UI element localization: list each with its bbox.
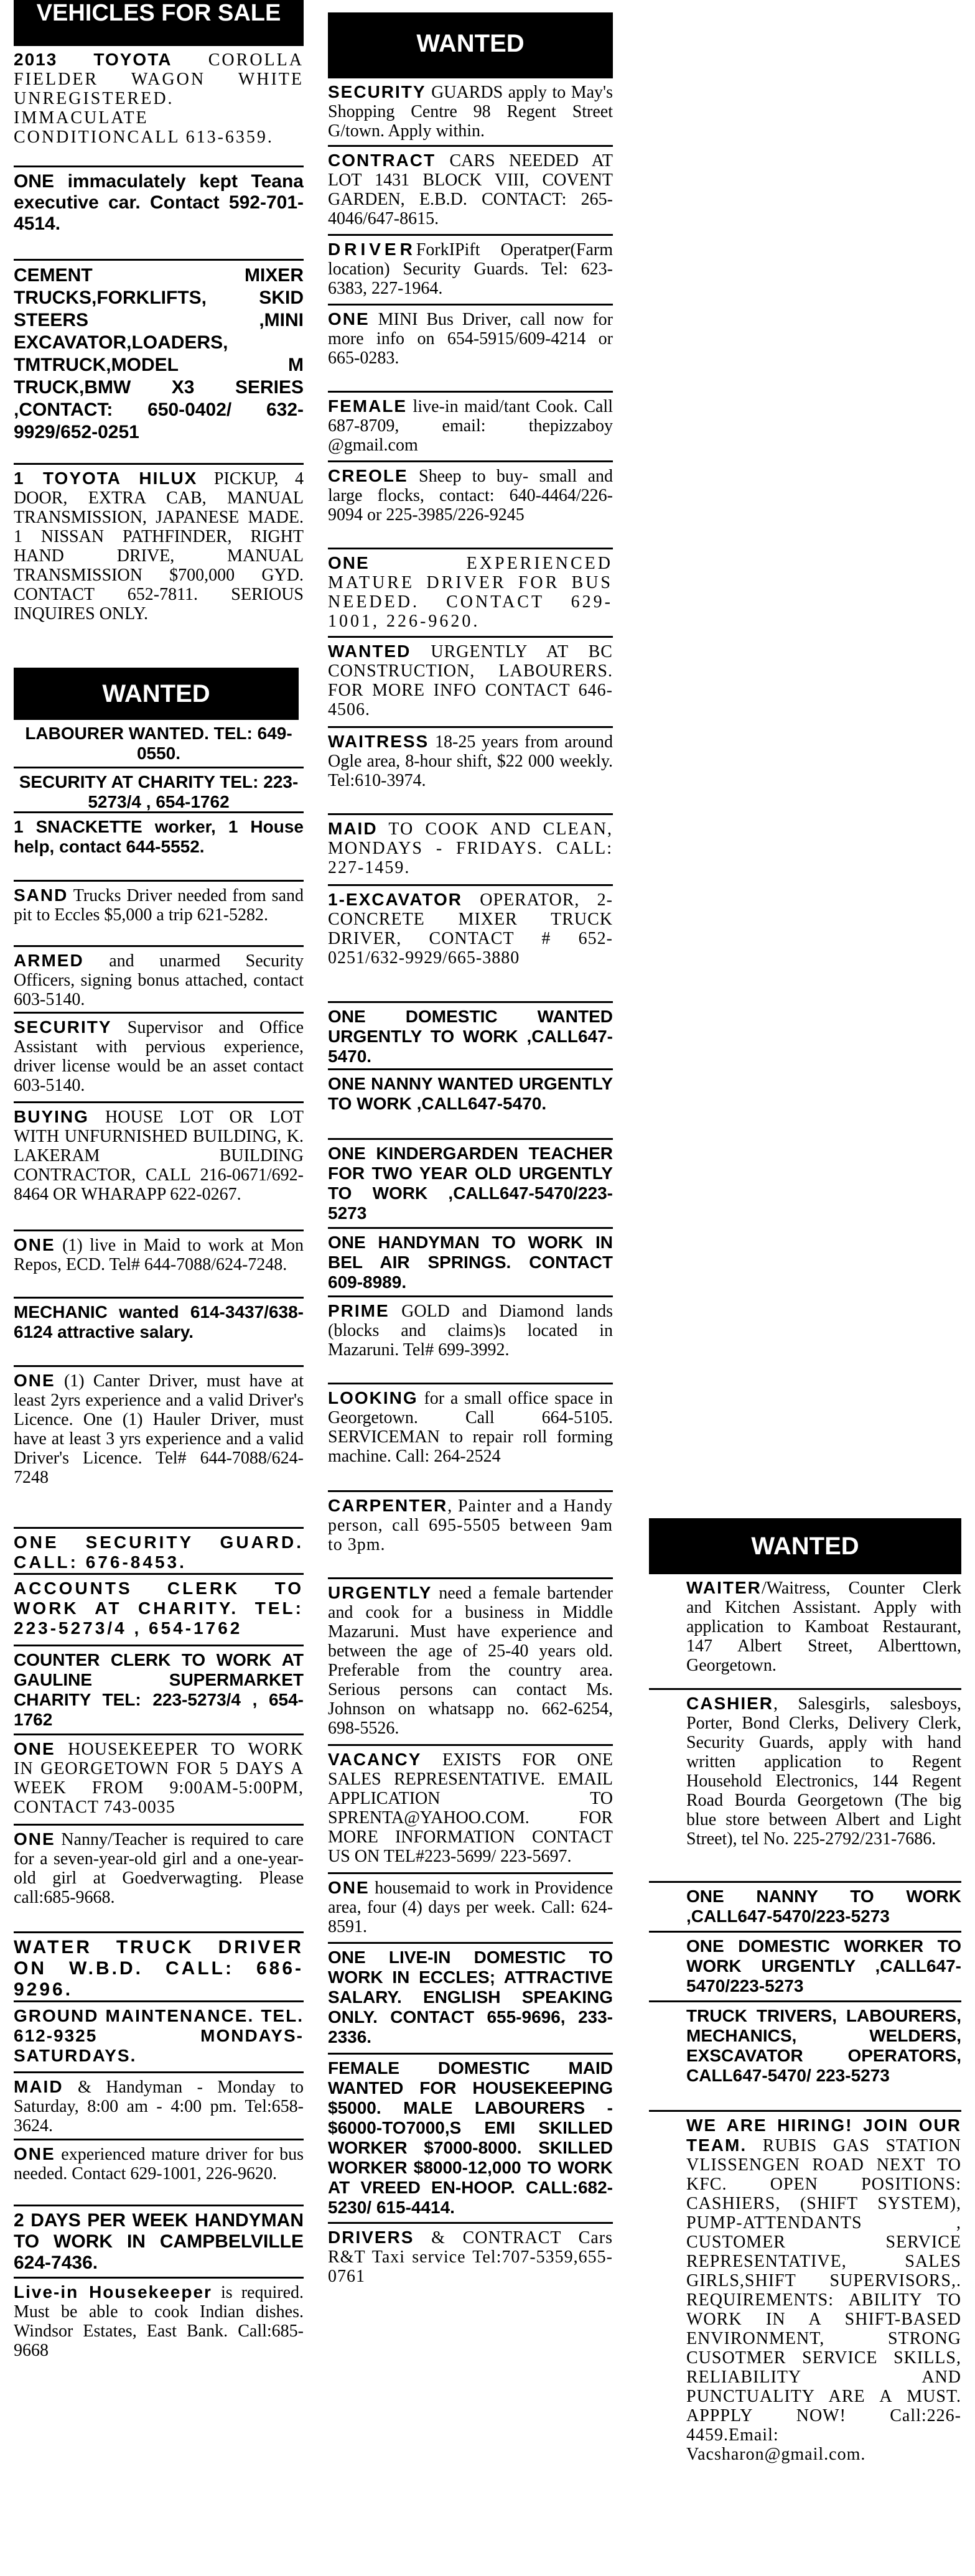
wanted-header: WANTED bbox=[328, 12, 613, 78]
list-item: 2013 TOYOTA COROLLA FIELDER WAGON WHITE UNREGISTERED. IMMACULATE CONDITIONCALL 613-6359. bbox=[14, 46, 304, 167]
list-item: URGENTLY need a female bartender and cook for a business in Middle Mazaruni. Must have experience and between the age of 25-40 years old. Preferable from the country area. Serious persons can contact Ms. Johnson on whatsapp no. 662-6254, 698-5526. bbox=[328, 1579, 613, 1746]
list-item: COUNTER CLERK TO WORK AT GAULINE SUPERMARKET CHARITY TEL: 223-5273/4 , 654-1762 bbox=[14, 1646, 304, 1735]
list-item: CREOLE Sheep to buy- small and large flocks, contact: 640-4464/226-9094 or 225-3985/226-9245 bbox=[328, 462, 613, 549]
list-item: TRUCK TRIVERS, LABOURERS, MECHANICS, WELDERS, EXSCAVATOR OPERATORS, CALL647-5470/ 223-5273 bbox=[649, 2002, 961, 2112]
list-item: Live-in Housekeeper is required. Must be able to cook Indian dishes. Windsor Estates, East Bank. Call:685-9668 bbox=[14, 2282, 304, 2360]
list-item: ONE (1) Canter Driver, must have at least 2yrs experience and a valid Driver's Licence. One (1) Hauler Driver, must have at least 3 yrs experience and a valid Driver's Licence. Tel# 644-7088/624-7248 bbox=[14, 1367, 304, 1529]
list-item: MAID TO COOK AND CLEAN, MONDAYS - FRIDAYS. CALL: 227-1459. bbox=[328, 815, 613, 886]
list-item: CARPENTER, Painter and a Handy person, call 695-5505 between 9am to 3pm. bbox=[328, 1492, 613, 1579]
list-item: DRIVERS & CONTRACT Cars R&T Taxi service Tel:707-5359,655-0761 bbox=[328, 2228, 613, 2286]
list-item: ONE NANNY WANTED URGENTLY TO WORK ,CALL647-5470. bbox=[328, 1070, 613, 1140]
list-item: SECURITY Supervisor and Office Assistant with pervious experience, driver license would be an asset contact 603-5140. bbox=[14, 1014, 304, 1103]
list-item: ONE EXPERIENCED MATURE DRIVER FOR BUS NEEDED. CONTACT 629-1001, 226-9620. bbox=[328, 549, 613, 638]
list-item: WANTED URGENTLY AT BC CONSTRUCTION, LABOURERS. FOR MORE INFO CONTACT 646-4506. bbox=[328, 638, 613, 728]
list-item: 1 TOYOTA HILUX PICKUP, 4 DOOR, EXTRA CAB, MANUAL TRANSMISSION, JAPANESE MADE. 1 NISSAN PATHFINDER, RIGHT HAND DRIVE, MANUAL TRANSMISSION $700,000 GYD. CONTACT 652-7811. SERIOUS INQUIRES ONLY. bbox=[14, 469, 304, 623]
list-item: ONE HANDYMAN TO WORK IN BEL AIR SPRINGS. CONTACT 609-8989. bbox=[328, 1229, 613, 1297]
list-item: LABOURER WANTED. TEL: 649-0550. bbox=[14, 720, 304, 768]
list-item: ARMED and unarmed Security Officers, signing bonus attached, contact 603-5140. bbox=[14, 947, 304, 1014]
column-1 bbox=[14, 0, 304, 2372]
list-item: ONE housemaid to work in Providence area, four (4) days per week. Call: 624-8591. bbox=[328, 1874, 613, 1944]
list-item: ONE (1) live in Maid to work at Mon Repos, ECD. Tel# 644-7088/624-7248. bbox=[14, 1231, 304, 1299]
list-item: ONE experienced mature driver for bus needed. Contact 629-1001, 226-9620. bbox=[14, 2140, 304, 2206]
list-item: 1 SNACKETTE worker, 1 House help, contact 644-5552. bbox=[14, 813, 304, 882]
list-item: BUYING HOUSE LOT OR LOT WITH UNFURNISHED BUILDING, K. LAKERAM BUILDING CONTRACTOR, CALL 216-0671/692-8464 OR WHARAPP 622-0267. bbox=[14, 1103, 304, 1231]
list-item: ONE SECURITY GUARD. CALL: 676-8453. bbox=[14, 1529, 304, 1575]
list-item: CASHIER, Salesgirls, salesboys, Porter, Bond Clerks, Delivery Clerk, Security Guards, apply with hand written application to Regent Household Electronics, 144 Regent Road Bourda Georgetown (The big blue store between Albert and Light Street), tel No. 225-2792/231-7686. bbox=[649, 1690, 961, 1883]
list-item: 2 DAYS PER WEEK HANDYMAN TO WORK IN CAMPBELVILLE 624-7436. bbox=[14, 2206, 304, 2279]
list-item: ONE DOMESTIC WANTED URGENTLY TO WORK ,CALL647-5470. bbox=[328, 1003, 613, 1070]
list-item: WE ARE HIRING! JOIN OUR TEAM. RUBIS GAS STATION VLISSENGEN ROAD NEXT TO KFC. OPEN POSITIONS: CASHIERS, (SHIFT SYSTEM), PUMP-ATTENDANTS , CUSTOMER SERVICE REPRESENTATIVE, SALES GIRLS,SHIFT SUPERVISORS,. REQUIREMENTS: ABILITY TO WORK IN A SHIFT-BASED ENVIRONMENT, STRONG CUSOTMER SERVICE SKILLS, RELIABILITY AND PUNCTUALITY ARE A MUST. APPPLY NOW! Call:226-4459.Email: Vacsharon@gmail.com. bbox=[686, 2116, 961, 2464]
list-item: FEMALE live-in maid/tant Cook. Call 687-8709, email: thepizzaboy @gmail.com bbox=[328, 393, 613, 462]
list-item: ONE LIVE-IN DOMESTIC TO WORK IN ECCLES; ATTRACTIVE SALARY. ENGLISH SPEAKING ONLY. CONTACT 655-9696, 233-2336. bbox=[328, 1944, 613, 2055]
list-item: CEMENT MIXER TRUCKS,FORKLIFTS, SKID STEERS ,MINI EXCAVATOR,LOADERS, TMTRUCK,MODEL M TRUCK,BMW X3 SERIES ,CONTACT: 650-0402/ 632-9929/652-0251 bbox=[14, 261, 304, 465]
column-3 bbox=[649, 0, 961, 2574]
list-item: WAITRESS 18-25 years from around Ogle area, 8-hour shift, $22 000 weekly. Tel:610-3974. bbox=[328, 728, 613, 815]
list-item: ONE Nanny/Teacher is required to care for a seven-year-old girl and a one-year-old girl at Goedverwagting. Please call:685-9668. bbox=[14, 1826, 304, 1933]
list-item: 1-EXCAVATOR OPERATOR, 2- CONCRETE MIXER TRUCK DRIVER, CONTACT # 652-0251/632-9929/665-3880 bbox=[328, 886, 613, 1003]
list-item: SECURITY GUARDS apply to May's Shopping Centre 98 Regent Street G/town. Apply within. bbox=[328, 78, 613, 147]
list-item: GROUND MAINTENANCE. TEL. 612-9325 MONDAYS-SATURDAYS. bbox=[14, 2002, 304, 2073]
list-item: ONE immaculately kept Teana executive car. Contact 592-701-4514. bbox=[14, 167, 304, 261]
list-item: ONE DOMESTIC WORKER TO WORK URGENTLY ,CALL647-5470/223-5273 bbox=[649, 1933, 961, 2002]
list-item: DRIVERForkIPift Operatper(Farm location) Security Guards. Tel: 623-6383, 227-1964. bbox=[328, 236, 613, 306]
list-item: WAITER/Waitress, Counter Clerk and Kitchen Assistant. Apply with application to Kamboat Restaurant, 147 Albert Street, Alberttown, Georgetown. bbox=[649, 1574, 961, 1690]
list-item: FEMALE DOMESTIC MAID WANTED FOR HOUSEKEEPING $5000. MALE LABOURERS - $6000-TO7000,S EMI SKILLED WORKER $7000-8000. SKILLED WORKER $8000-12,000 TO WORK AT VREED EN-HOOP. CALL:682-5230/ 615-4414. bbox=[328, 2055, 613, 2224]
list-item: ACCOUNTS CLERK TO WORK AT CHARITY. TEL: 223-5273/4 , 654-1762 bbox=[14, 1575, 304, 1646]
list-item: PRIME GOLD and Diamond lands (blocks and claims)s located in Mazaruni. Tel# 699-3992. bbox=[328, 1297, 613, 1384]
list-item: VACANCY EXISTS FOR ONE SALES REPRESENTATIVE. EMAIL APPLICATION TO SPRENTA@YAHOO.COM. FOR MORE INFORMATION CONTACT US ON TEL#223-5699/ 223-5697. bbox=[328, 1746, 613, 1874]
list-item: ONE MINI Bus Driver, call now for more info on 654-5915/609-4214 or 665-0283. bbox=[328, 306, 613, 393]
list-item: MAID & Handyman - Monday to Saturday, 8:00 am - 4:00 pm. Tel:658-3624. bbox=[14, 2073, 304, 2140]
list-item: ONE KINDERGARDEN TEACHER FOR TWO YEAR OLD URGENTLY TO WORK ,CALL647-5470/223-5273 bbox=[328, 1140, 613, 1229]
list-item: WATER TRUCK DRIVER ON W.B.D. CALL: 686-9296. bbox=[14, 1933, 304, 2002]
list-item: ONE HOUSEKEEPER TO WORK IN GEORGETOWN FOR 5 DAYS A WEEK FROM 9:00AM-5:00PM, CONTACT 743-0035 bbox=[14, 1735, 304, 1826]
column-2 bbox=[328, 0, 613, 2292]
list-item: MECHANIC wanted 614-3437/638-6124 attractive salary. bbox=[14, 1299, 304, 1367]
list-item: SAND Trucks Driver needed from sand pit to Eccles $5,000 a trip 621-5282. bbox=[14, 882, 304, 947]
list-item: CONTRACT CARS NEEDED AT LOT 1431 BLOCK VIII, COVENT GARDEN, E.B.D. CONTACT: 265-4046/647-8615. bbox=[328, 147, 613, 236]
wanted-header: WANTED bbox=[649, 1518, 961, 1574]
list-item: SECURITY AT CHARITY TEL: 223-5273/4 , 654-1762 bbox=[14, 768, 304, 813]
vehicles-for-sale-header: VEHICLES FOR SALE bbox=[14, 0, 304, 46]
list-item: LOOKING for a small office space in Georgetown. Call 664-5105. SERVICEMAN to repair roll forming machine. Call: 264-2524 bbox=[328, 1384, 613, 1492]
wanted-header: WANTED bbox=[14, 668, 299, 720]
list-item: ONE NANNY TO WORK ,CALL647-5470/223-5273 bbox=[649, 1883, 961, 1933]
